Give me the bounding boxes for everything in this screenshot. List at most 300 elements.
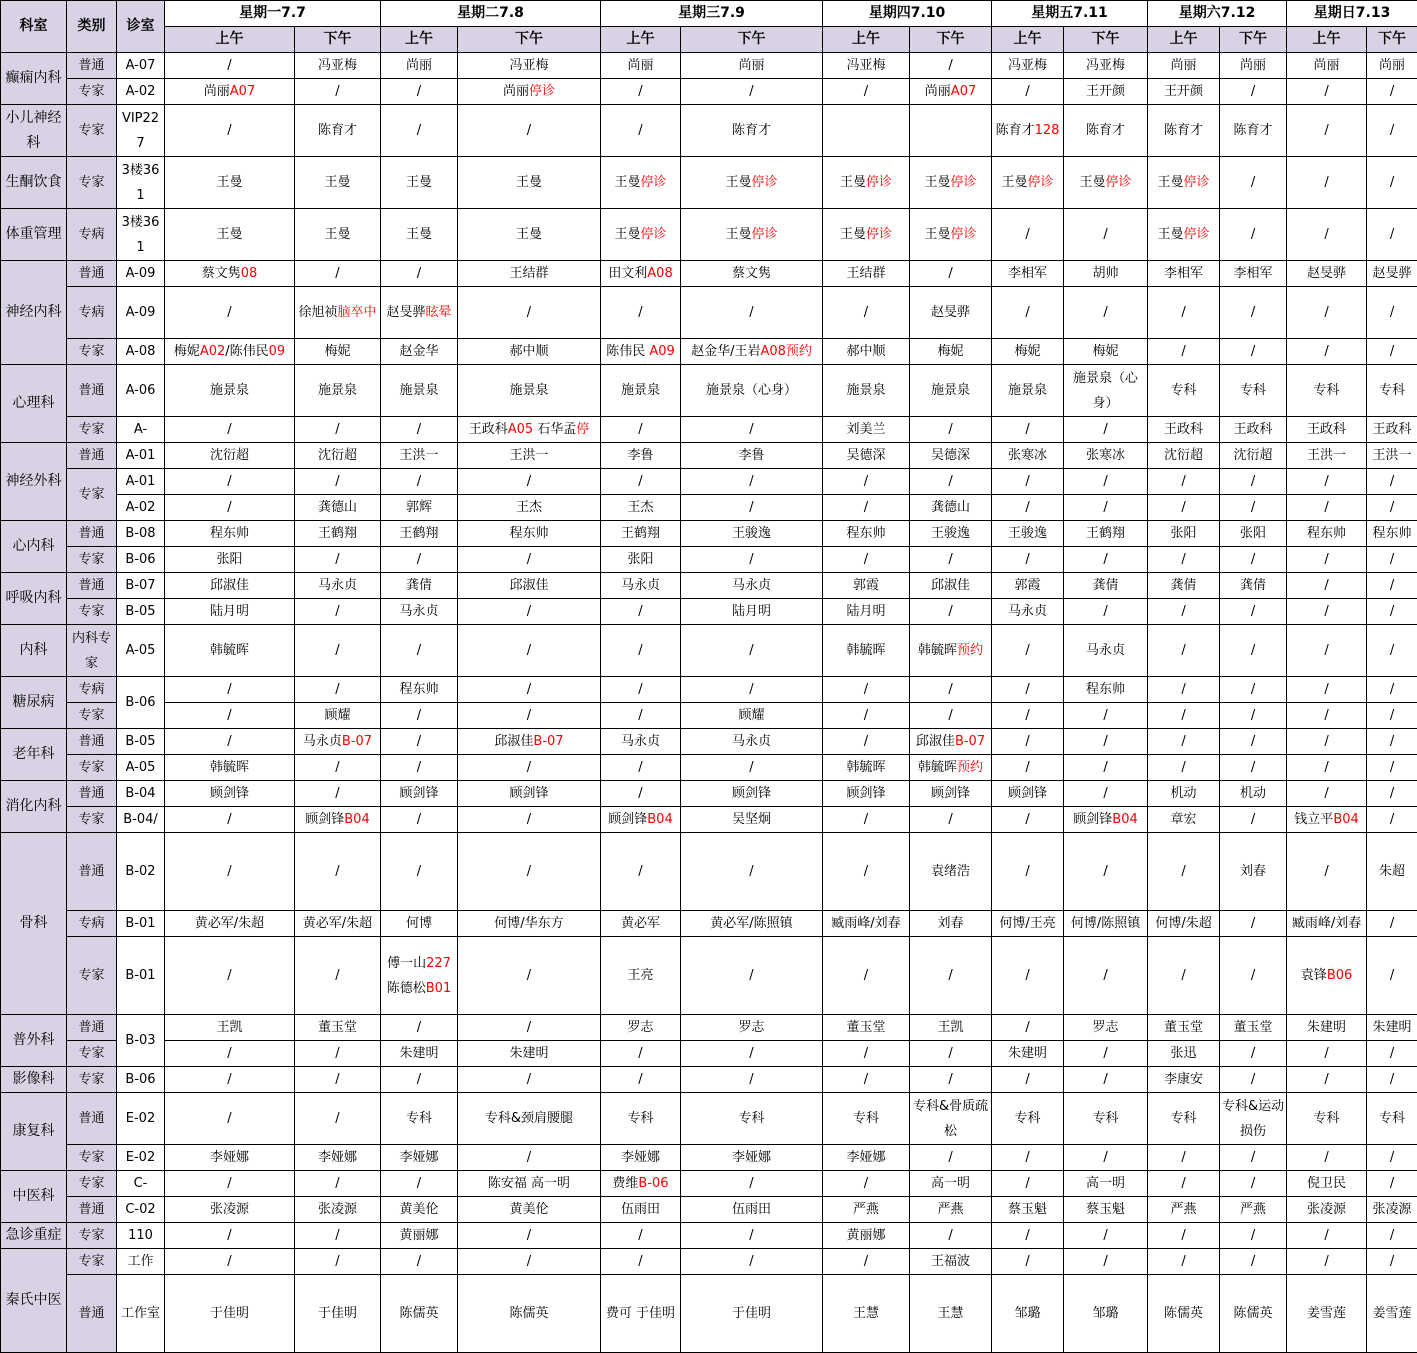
schedule-cell bbox=[1148, 53, 1220, 79]
doctor-name: 王结群 bbox=[846, 266, 886, 281]
schedule-cell bbox=[165, 1145, 295, 1171]
doctor-name: 刘美兰 bbox=[846, 422, 886, 437]
doctor-name: / bbox=[638, 1228, 643, 1243]
category-cell: 专家 bbox=[67, 1171, 117, 1197]
doctor-name: 顾耀 bbox=[738, 708, 765, 723]
schedule-cell bbox=[1220, 105, 1287, 157]
schedule-cell bbox=[1064, 807, 1148, 833]
schedule-cell bbox=[458, 1015, 601, 1041]
category-cell: 专家 bbox=[67, 807, 117, 833]
doctor-name: / bbox=[1103, 864, 1108, 879]
room-cell: A-09 bbox=[117, 287, 165, 339]
category-cell: 专家 bbox=[67, 703, 117, 729]
doctor-name: / bbox=[1025, 227, 1030, 242]
header-day: 星期四7.10 bbox=[823, 1, 992, 27]
schedule-cell bbox=[823, 1145, 910, 1171]
doctor-name: / bbox=[416, 760, 422, 775]
schedule-cell bbox=[1287, 599, 1367, 625]
schedule-cell bbox=[1064, 729, 1148, 755]
schedule-cell bbox=[601, 443, 681, 469]
schedule-cell bbox=[910, 755, 992, 781]
schedule-cell bbox=[681, 1145, 823, 1171]
schedule-cell bbox=[381, 547, 458, 573]
doctor-name: / bbox=[1025, 422, 1030, 437]
doctor-name: 李相军 bbox=[1233, 266, 1273, 281]
doctor-name: / bbox=[1389, 786, 1395, 801]
doctor-name: 陈育才 bbox=[731, 123, 771, 138]
doctor-name: 王鹤翔 bbox=[1086, 526, 1126, 541]
category-cell: 普通 bbox=[67, 573, 117, 599]
doctor-name: / bbox=[1389, 1254, 1395, 1269]
header-day: 星期五7.11 bbox=[992, 1, 1148, 27]
doctor-name: 马永贞 bbox=[620, 734, 660, 749]
schedule-cell bbox=[1287, 521, 1367, 547]
schedule-cell bbox=[910, 573, 992, 599]
doctor-name: 王亮 bbox=[627, 968, 654, 983]
schedule-row bbox=[1, 53, 1417, 79]
doctor-name: / bbox=[1025, 1020, 1030, 1035]
doctor-name: / bbox=[749, 1254, 754, 1269]
doctor-name: / bbox=[1103, 552, 1108, 567]
doctor-name: 马永贞 bbox=[731, 734, 771, 749]
doctor-name: / bbox=[863, 708, 869, 723]
doctor-name: 专科&颈肩腰腿 bbox=[484, 1111, 574, 1126]
doctor-name: / bbox=[948, 682, 953, 697]
schedule-cell bbox=[823, 937, 910, 1015]
doctor-name: 顾耀 bbox=[324, 708, 351, 723]
doctor-name: / bbox=[227, 812, 232, 827]
doctor-name: / bbox=[948, 708, 953, 723]
schedule-cell bbox=[1220, 287, 1287, 339]
doctor-name: 沈衍超 bbox=[1164, 448, 1204, 463]
schedule-cell bbox=[165, 261, 295, 287]
category-cell: 专病 bbox=[67, 209, 117, 261]
doctor-name: 姜雪莲 bbox=[1307, 1306, 1347, 1321]
schedule-cell bbox=[992, 1249, 1064, 1275]
doctor-name: / bbox=[1324, 1150, 1329, 1165]
doctor-name: 刘春 bbox=[937, 916, 964, 931]
doctor-name: / bbox=[526, 1254, 532, 1269]
doctor-name: / bbox=[1103, 227, 1108, 242]
doctor-name: 钱立平 bbox=[1294, 812, 1334, 827]
schedule-cell bbox=[1064, 1275, 1148, 1353]
doctor-name: 张凌源 bbox=[1372, 1202, 1412, 1217]
doctor-name: 王凯 bbox=[216, 1020, 243, 1035]
doctor-name: / bbox=[749, 552, 754, 567]
doctor-name: 冯亚梅 bbox=[1086, 58, 1126, 73]
schedule-cell bbox=[1287, 287, 1367, 339]
doctor-name: / bbox=[1324, 474, 1329, 489]
schedule-cell bbox=[681, 677, 823, 703]
room-cell: B-05 bbox=[117, 729, 165, 755]
doctor-name: 专科&运动损伤 bbox=[1221, 1098, 1285, 1139]
doctor-name: 邹璐 bbox=[1092, 1306, 1119, 1321]
schedule-cell bbox=[295, 1249, 381, 1275]
schedule-cell bbox=[992, 443, 1064, 469]
schedule-cell bbox=[381, 1223, 458, 1249]
schedule-cell bbox=[1220, 1067, 1287, 1093]
doctor-name: / bbox=[863, 305, 869, 320]
schedule-cell bbox=[992, 1041, 1064, 1067]
doctor-name: 施景泉 bbox=[317, 383, 357, 398]
doctor-name: 章宏 bbox=[1170, 812, 1197, 827]
doctor-name: 施景泉 bbox=[620, 383, 660, 398]
schedule-note: B04 bbox=[1333, 812, 1359, 827]
schedule-cell bbox=[1287, 703, 1367, 729]
doctor-name: / bbox=[227, 1176, 232, 1191]
doctor-name: 顾剑锋 bbox=[1073, 812, 1113, 827]
doctor-name: / bbox=[1025, 1150, 1030, 1165]
schedule-cell bbox=[823, 1249, 910, 1275]
schedule-row bbox=[1, 937, 1417, 1015]
schedule-cell bbox=[1064, 53, 1148, 79]
category-cell: 专家 bbox=[67, 755, 117, 781]
schedule-cell bbox=[681, 547, 823, 573]
doctor-name: 施景泉 bbox=[509, 383, 549, 398]
doctor-name: 张阳 bbox=[216, 552, 243, 567]
doctor-name: / bbox=[1250, 1046, 1256, 1061]
doctor-name: 张寒冰 bbox=[1008, 448, 1048, 463]
schedule-cell bbox=[165, 1041, 295, 1067]
schedule-note: 停诊 bbox=[1183, 227, 1210, 242]
doctor-name: / bbox=[749, 84, 754, 99]
doctor-name: / bbox=[416, 266, 422, 281]
schedule-cell bbox=[681, 1041, 823, 1067]
schedule-cell bbox=[1064, 911, 1148, 937]
schedule-cell bbox=[165, 599, 295, 625]
doctor-name: 何博/王亮 bbox=[999, 916, 1056, 931]
category-cell: 专家 bbox=[67, 1067, 117, 1093]
doctor-name: 马永贞 bbox=[1008, 604, 1048, 619]
schedule-cell bbox=[823, 417, 910, 443]
schedule-note: 停诊 bbox=[640, 175, 667, 190]
room-cell: B-05 bbox=[117, 599, 165, 625]
schedule-note: 预约 bbox=[957, 643, 984, 658]
schedule-cell bbox=[601, 937, 681, 1015]
schedule-cell bbox=[601, 261, 681, 287]
schedule-cell bbox=[910, 807, 992, 833]
schedule-cell bbox=[381, 157, 458, 209]
doctor-name: / bbox=[227, 422, 232, 437]
doctor-name: / bbox=[948, 1228, 953, 1243]
doctor-name: 王曼 bbox=[1079, 175, 1106, 190]
category-cell: 普通 bbox=[67, 1093, 117, 1145]
schedule-cell bbox=[458, 339, 601, 365]
doctor-name: / bbox=[863, 682, 869, 697]
schedule-cell bbox=[823, 1093, 910, 1145]
doctor-name: 郭霞 bbox=[852, 578, 879, 593]
schedule-cell bbox=[601, 1223, 681, 1249]
schedule-note: 停诊 bbox=[1183, 175, 1210, 190]
schedule-cell bbox=[992, 1067, 1064, 1093]
room-cell: A-08 bbox=[117, 339, 165, 365]
doctor-name: 王凯 bbox=[937, 1020, 964, 1035]
doctor-name: / bbox=[948, 1072, 953, 1087]
doctor-name: 邱淑佳 bbox=[915, 734, 955, 749]
doctor-name: 韩毓晖 bbox=[209, 760, 249, 775]
doctor-name: / bbox=[526, 968, 532, 983]
header-am: 上午 bbox=[1148, 27, 1220, 53]
schedule-cell bbox=[1064, 443, 1148, 469]
doctor-name: 龚倩 bbox=[1170, 578, 1197, 593]
doctor-name: 专科 bbox=[1379, 383, 1406, 398]
doctor-name: 龚倩 bbox=[1240, 578, 1267, 593]
doctor-name: / bbox=[1389, 916, 1395, 931]
doctor-name: / bbox=[416, 864, 422, 879]
schedule-cell bbox=[823, 261, 910, 287]
doctor-name: 马永贞 bbox=[317, 578, 357, 593]
schedule-note: A05 bbox=[507, 422, 534, 437]
doctor-name: 陈育才 bbox=[317, 123, 357, 138]
schedule-cell bbox=[381, 1249, 458, 1275]
doctor-name: / bbox=[335, 266, 340, 281]
doctor-name: / bbox=[1389, 344, 1395, 359]
doctor-name: 张阳 bbox=[627, 552, 654, 567]
schedule-cell bbox=[1367, 781, 1417, 807]
schedule-cell bbox=[681, 1197, 823, 1223]
schedule-cell bbox=[681, 1275, 823, 1353]
schedule-cell bbox=[910, 53, 992, 79]
schedule-cell bbox=[1148, 625, 1220, 677]
schedule-cell bbox=[1220, 209, 1287, 261]
doctor-name: 王曼 bbox=[324, 227, 351, 242]
category-cell: 专家 bbox=[67, 937, 117, 1015]
doctor-name: / bbox=[335, 864, 340, 879]
schedule-cell bbox=[1148, 1093, 1220, 1145]
doctor-name: / bbox=[227, 1254, 232, 1269]
room-cell: 3楼361 bbox=[117, 209, 165, 261]
schedule-cell bbox=[1367, 53, 1417, 79]
schedule-cell bbox=[910, 495, 992, 521]
doctor-name: 尚丽 bbox=[1379, 58, 1406, 73]
schedule-cell bbox=[295, 443, 381, 469]
doctor-name: / bbox=[1103, 708, 1108, 723]
schedule-cell bbox=[295, 287, 381, 339]
schedule-cell bbox=[165, 1015, 295, 1041]
doctor-name: / bbox=[1025, 643, 1030, 658]
doctor-name: 傅一山 bbox=[387, 955, 427, 971]
schedule-cell bbox=[1220, 1197, 1287, 1223]
schedule-cell bbox=[823, 755, 910, 781]
schedule-cell bbox=[381, 521, 458, 547]
schedule-cell bbox=[992, 287, 1064, 339]
doctor-name: / bbox=[1103, 968, 1108, 983]
category-cell: 内科专家 bbox=[67, 625, 117, 677]
schedule-cell bbox=[1220, 1145, 1287, 1171]
doctor-name: / bbox=[749, 474, 754, 489]
category-cell: 普通 bbox=[67, 365, 117, 417]
category-cell: 普通 bbox=[67, 1275, 117, 1353]
schedule-cell bbox=[1148, 495, 1220, 521]
schedule-cell bbox=[910, 1145, 992, 1171]
schedule-cell bbox=[823, 781, 910, 807]
schedule-cell bbox=[1148, 1041, 1220, 1067]
room-cell: B-06 bbox=[117, 1067, 165, 1093]
schedule-cell bbox=[910, 1067, 992, 1093]
schedule-cell bbox=[601, 209, 681, 261]
schedule-note: 停 bbox=[576, 422, 590, 437]
schedule-cell bbox=[295, 1145, 381, 1171]
schedule-cell bbox=[681, 833, 823, 911]
doctor-name: 蔡文隽 bbox=[201, 266, 241, 281]
schedule-cell bbox=[165, 729, 295, 755]
schedule-cell bbox=[165, 105, 295, 157]
header-room: 诊室 bbox=[117, 1, 165, 53]
schedule-cell bbox=[1064, 1041, 1148, 1067]
doctor-name: / bbox=[335, 760, 340, 775]
doctor-name: 罗志 bbox=[627, 1020, 654, 1035]
schedule-cell bbox=[1287, 911, 1367, 937]
doctor-name: 尚丽 bbox=[502, 84, 529, 99]
doctor-name: / bbox=[1103, 474, 1108, 489]
schedule-row bbox=[1, 1093, 1417, 1145]
doctor-name: 陈育才 bbox=[1086, 123, 1126, 138]
schedule-cell bbox=[823, 365, 910, 417]
schedule-cell bbox=[601, 1093, 681, 1145]
schedule-note: 停诊 bbox=[950, 227, 977, 242]
doctor-name: / bbox=[1389, 968, 1395, 983]
schedule-cell bbox=[381, 729, 458, 755]
doctor-name: / bbox=[1324, 1072, 1329, 1087]
schedule-cell bbox=[1367, 79, 1417, 105]
schedule-cell bbox=[1148, 547, 1220, 573]
schedule-cell bbox=[601, 1197, 681, 1223]
doctor-name: 顾剑锋 bbox=[509, 786, 549, 801]
schedule-note: 08 bbox=[240, 266, 258, 281]
schedule-note: A07 bbox=[950, 84, 977, 99]
schedule-cell bbox=[1148, 157, 1220, 209]
doctor-name: / bbox=[1324, 708, 1329, 723]
doctor-name: / bbox=[1250, 474, 1256, 489]
schedule-cell bbox=[992, 703, 1064, 729]
doctor-name: 王曼 bbox=[839, 175, 866, 190]
schedule-cell bbox=[1287, 1275, 1367, 1353]
doctor-name: / bbox=[749, 643, 754, 658]
schedule-cell bbox=[1064, 755, 1148, 781]
schedule-cell bbox=[165, 1275, 295, 1353]
schedule-cell bbox=[823, 1171, 910, 1197]
schedule-cell bbox=[1287, 1015, 1367, 1041]
schedule-cell bbox=[910, 677, 992, 703]
schedule-cell bbox=[681, 1249, 823, 1275]
schedule-cell bbox=[910, 469, 992, 495]
schedule-cell bbox=[681, 521, 823, 547]
doctor-name: / bbox=[948, 1046, 953, 1061]
doctor-name: / bbox=[1025, 812, 1030, 827]
doctor-name: 冯亚梅 bbox=[846, 58, 886, 73]
schedule-cell bbox=[1367, 1197, 1417, 1223]
doctor-name: / bbox=[526, 604, 532, 619]
doctor-name: 王曼 bbox=[324, 175, 351, 190]
header-day: 星期一7.7 bbox=[165, 1, 381, 27]
schedule-cell bbox=[910, 105, 992, 157]
doctor-name: 李鲁 bbox=[738, 448, 765, 463]
schedule-row bbox=[1, 833, 1417, 911]
schedule-cell bbox=[295, 495, 381, 521]
doctor-name: / bbox=[1025, 760, 1030, 775]
doctor-name: 赵旻骅 bbox=[1307, 266, 1347, 281]
doctor-name: 王福波 bbox=[931, 1254, 971, 1269]
doctor-name: / bbox=[1324, 864, 1329, 879]
doctor-name: 李娅娜 bbox=[317, 1150, 357, 1165]
schedule-cell bbox=[458, 677, 601, 703]
doctor-name: 尚丽 bbox=[1313, 58, 1340, 73]
department-cell: 心理科 bbox=[1, 365, 67, 443]
schedule-cell bbox=[1220, 1041, 1287, 1067]
doctor-name: / bbox=[1181, 1150, 1186, 1165]
doctor-name: 赵旻骅 bbox=[386, 305, 426, 320]
doctor-name: / bbox=[1103, 1228, 1108, 1243]
schedule-cell bbox=[458, 1093, 601, 1145]
doctor-name: / bbox=[1389, 682, 1395, 697]
doctor-name: / bbox=[638, 786, 643, 801]
doctor-name: 王政科 bbox=[1233, 422, 1273, 437]
schedule-cell bbox=[1148, 105, 1220, 157]
schedule-cell bbox=[823, 339, 910, 365]
schedule-cell bbox=[381, 365, 458, 417]
schedule-cell bbox=[1220, 833, 1287, 911]
room-cell: 工作室 bbox=[117, 1275, 165, 1353]
schedule-note: A07 bbox=[229, 84, 256, 99]
doctor-name: 马永贞 bbox=[1086, 643, 1126, 658]
schedule-cell bbox=[165, 573, 295, 599]
schedule-cell bbox=[681, 53, 823, 79]
schedule-cell bbox=[165, 1197, 295, 1223]
schedule-cell bbox=[601, 677, 681, 703]
schedule-note: 停诊 bbox=[529, 84, 556, 99]
schedule-cell bbox=[910, 547, 992, 573]
doctor-name: 王政科 bbox=[468, 422, 508, 437]
schedule-cell bbox=[1220, 417, 1287, 443]
schedule-row bbox=[1, 443, 1417, 469]
schedule-cell bbox=[910, 157, 992, 209]
doctor-name: 董玉堂 bbox=[1164, 1020, 1204, 1035]
schedule-cell bbox=[1220, 79, 1287, 105]
doctor-name: / bbox=[638, 1046, 643, 1061]
schedule-cell bbox=[458, 495, 601, 521]
doctor-name: / bbox=[863, 864, 869, 879]
schedule-cell bbox=[381, 599, 458, 625]
category-cell: 普通 bbox=[67, 1015, 117, 1041]
schedule-cell bbox=[165, 339, 295, 365]
schedule-cell bbox=[165, 1223, 295, 1249]
schedule-cell bbox=[823, 1223, 910, 1249]
schedule-cell bbox=[992, 339, 1064, 365]
doctor-name: 张寒冰 bbox=[1086, 448, 1126, 463]
schedule-cell bbox=[910, 1275, 992, 1353]
doctor-name: / bbox=[1324, 344, 1329, 359]
schedule-cell bbox=[601, 1067, 681, 1093]
schedule-cell bbox=[381, 339, 458, 365]
doctor-name: 何博 bbox=[405, 916, 432, 931]
schedule-cell bbox=[1367, 469, 1417, 495]
doctor-name: / bbox=[1250, 682, 1256, 697]
schedule-cell bbox=[992, 729, 1064, 755]
doctor-name: / bbox=[227, 1046, 232, 1061]
doctor-name: / bbox=[1389, 84, 1395, 99]
schedule-cell bbox=[165, 469, 295, 495]
doctor-name: / bbox=[227, 123, 232, 138]
doctor-name: 王开颜 bbox=[1164, 84, 1204, 99]
doctor-name: 专科&骨质疏松 bbox=[912, 1098, 989, 1139]
doctor-name: / bbox=[1025, 1254, 1030, 1269]
schedule-cell bbox=[910, 911, 992, 937]
doctor-name: 尚丽 bbox=[627, 58, 654, 73]
schedule-cell bbox=[381, 807, 458, 833]
schedule-cell bbox=[381, 1275, 458, 1353]
schedule-note: 停诊 bbox=[1027, 175, 1054, 190]
schedule-cell bbox=[295, 53, 381, 79]
